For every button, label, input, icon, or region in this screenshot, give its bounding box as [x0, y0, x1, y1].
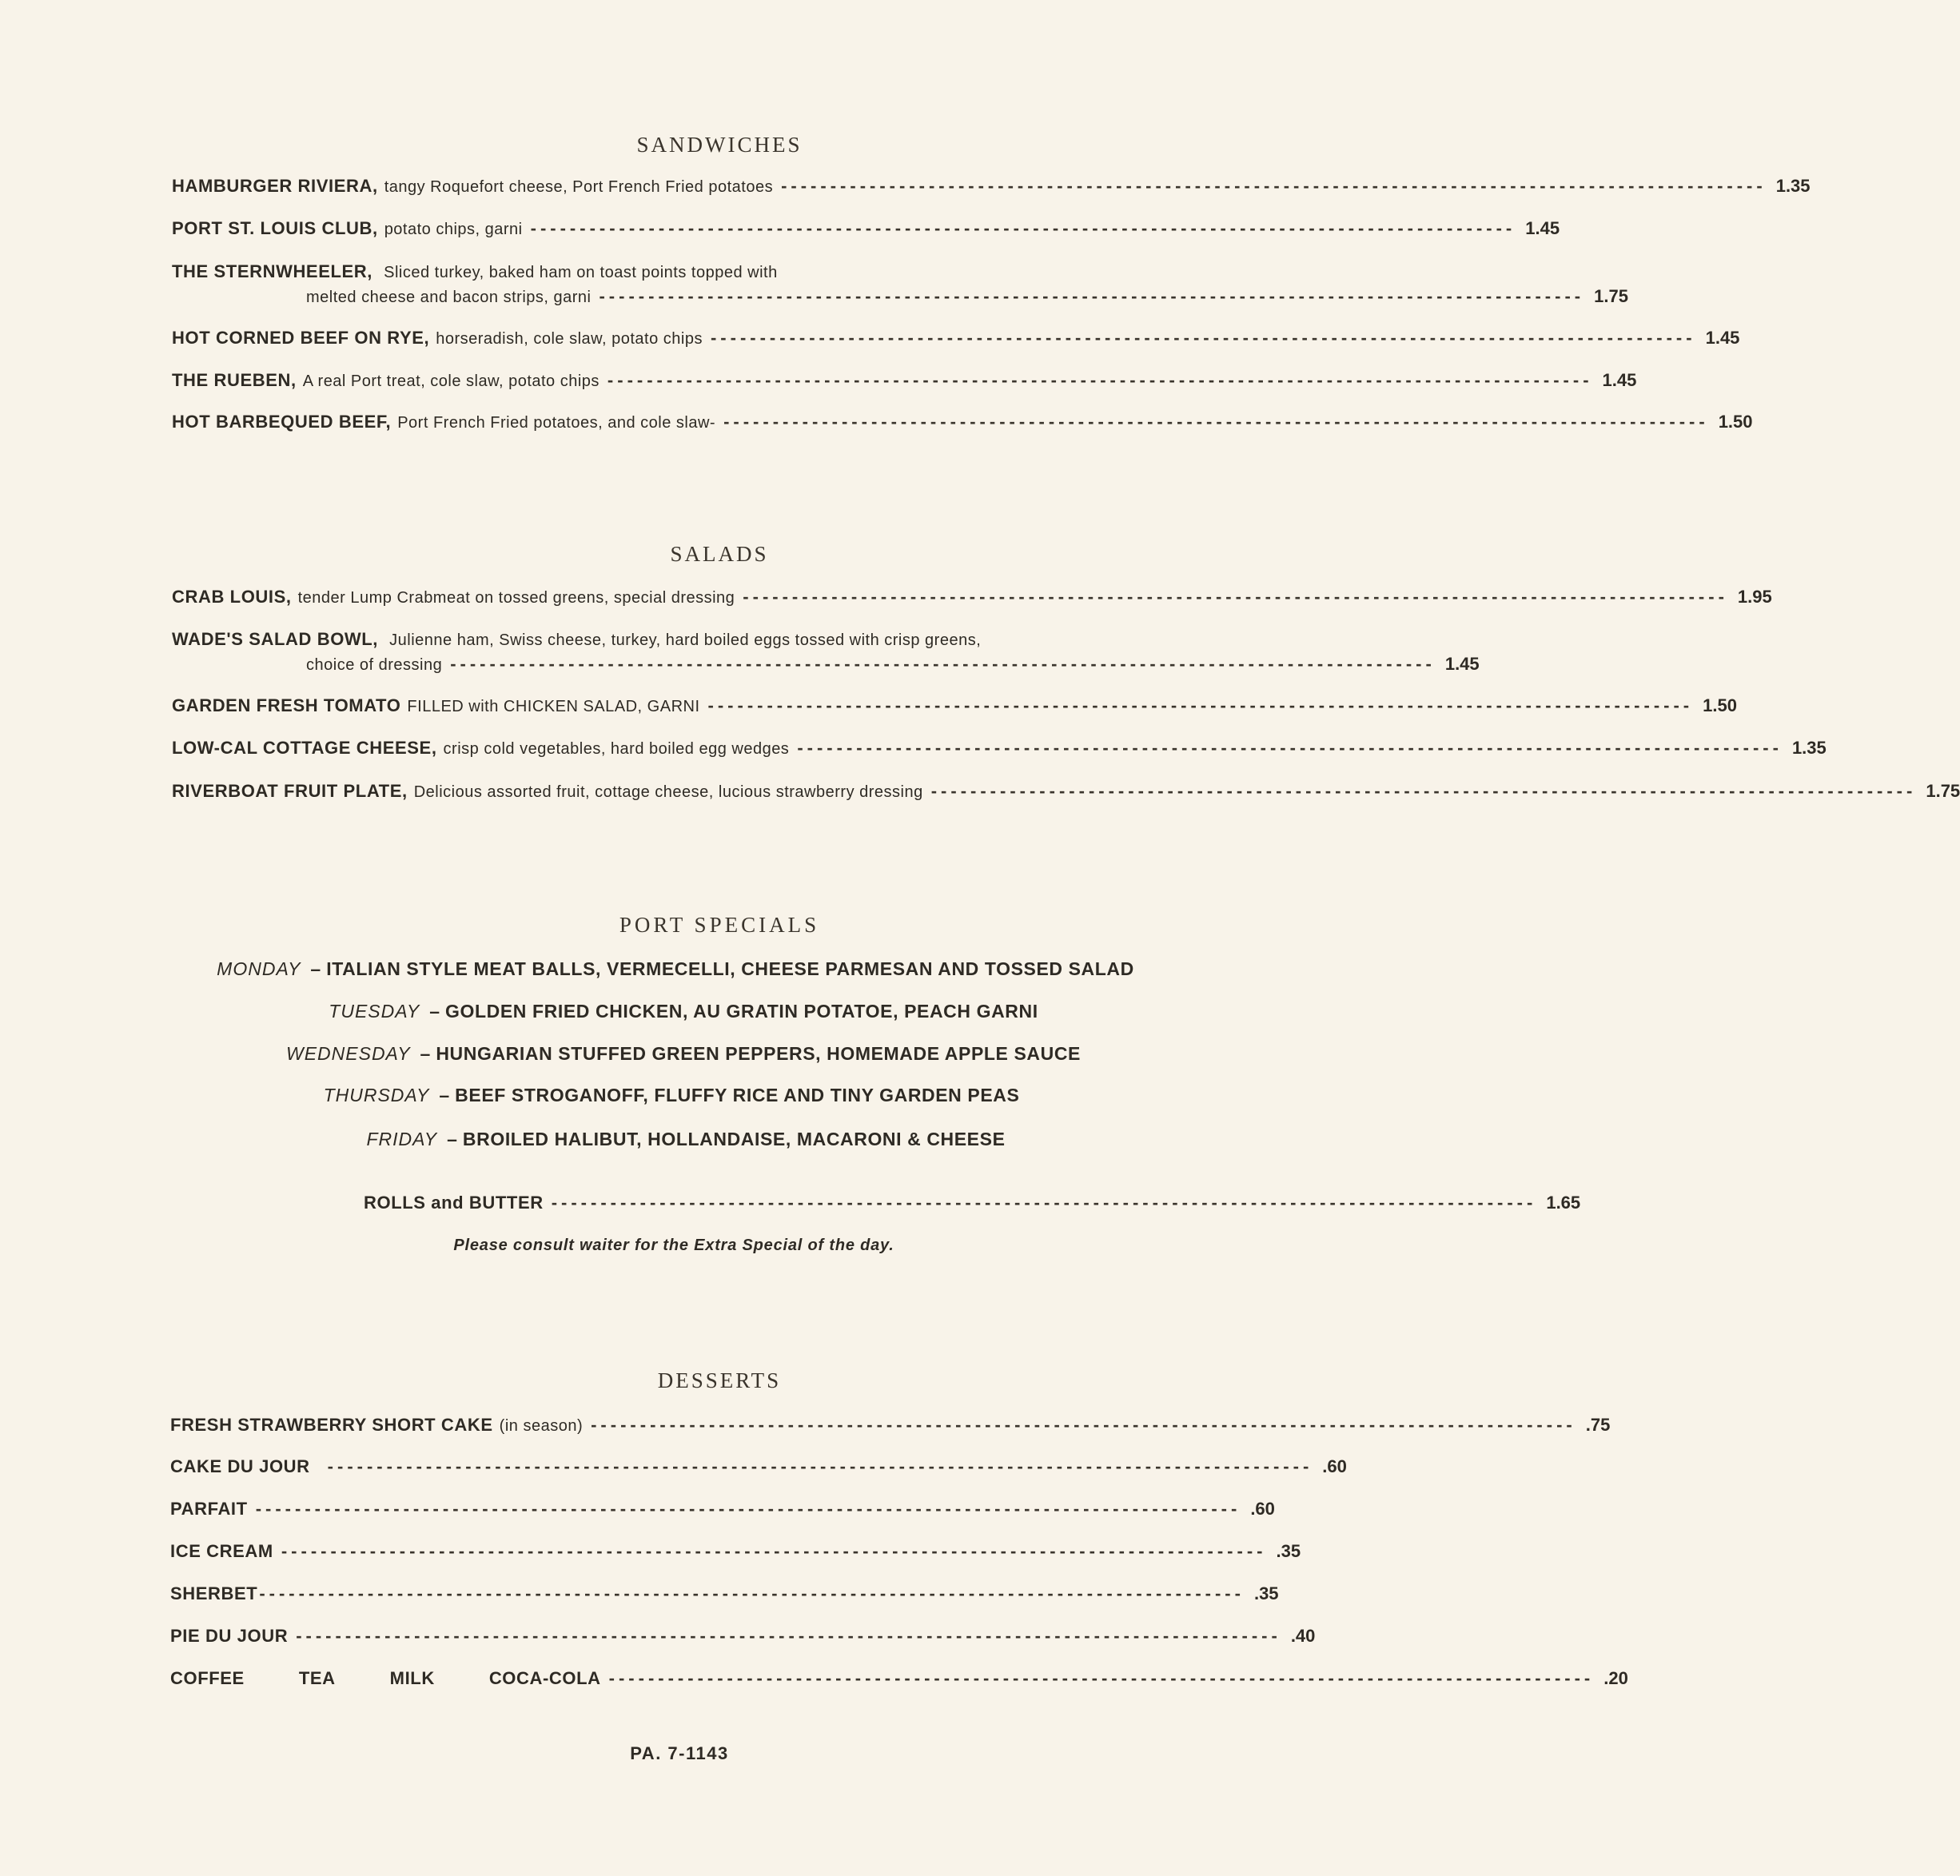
- menu-item: [172, 370, 1637, 391]
- menu-item-continuation: [306, 654, 1480, 675]
- item-description: Delicious assorted fruit, cottage cheese, lucious strawberry dressing: [413, 783, 923, 801]
- item-description: Port French Fried potatoes, and cole slaw-: [397, 414, 716, 432]
- item-price: 1.75: [1594, 286, 1628, 306]
- item-price: 1.45: [1602, 370, 1637, 390]
- menu-item: [172, 738, 1827, 759]
- beverage-milk: MILK: [389, 1668, 435, 1688]
- item-price: 1.35: [1775, 176, 1811, 196]
- special-dish: HUNGARIAN STUFFED GREEN PEPPERS, HOMEMADE APPLE SAUCE: [436, 1043, 1081, 1064]
- item-description: tangy Roquefort cheese, Port French Fried potatoes: [384, 178, 774, 196]
- dot-leader: ----------------------------------------------------------------------------------------------------: [707, 695, 1694, 715]
- rolls-and-butter: [364, 1193, 1581, 1213]
- item-price: 1.95: [1737, 587, 1772, 607]
- item-description: FILLED with CHICKEN SALAD, GARNI: [407, 698, 700, 715]
- special-wednesday: [0, 1043, 1403, 1065]
- dot-leader: ----------------------------------------------------------------------------------------------------: [255, 1499, 1241, 1519]
- item-price: .75: [1585, 1415, 1611, 1435]
- item-name: HOT BARBEQUED BEEF,: [172, 412, 392, 432]
- dot-leader: ----------------------------------------------------------------------------------------------------: [607, 370, 1593, 390]
- special-dish: GOLDEN FRIED CHICKEN, AU GRATIN POTATOE, PEACH GARNI: [445, 1001, 1038, 1022]
- item-name: HAMBURGER RIVIERA,: [172, 176, 378, 196]
- dot-leader: ----------------------------------------------------------------------------------------------------: [599, 286, 1585, 306]
- dot-leader: ----------------------------------------------------------------------------------------------------: [327, 1456, 1313, 1476]
- menu-item: [172, 587, 1772, 607]
- item-price: 1.75: [1926, 781, 1960, 801]
- special-separator: –: [447, 1129, 458, 1149]
- item-price: .60: [1250, 1499, 1275, 1519]
- item-price: 1.45: [1525, 218, 1560, 238]
- item-price: 1.45: [1444, 654, 1480, 674]
- item-description-cont: choice of dressing: [306, 656, 443, 674]
- item-price: .20: [1603, 1668, 1628, 1688]
- item-name: HOT CORNED BEEF ON RYE,: [172, 328, 430, 348]
- item-description-cont: melted cheese and bacon strips, garni: [306, 289, 592, 306]
- salads-heading: SALADS: [670, 542, 769, 566]
- item-description: tender Lump Crabmeat on tossed greens, special dressing: [297, 589, 735, 607]
- item-price: 1.50: [1703, 695, 1737, 715]
- menu-item: [172, 695, 1737, 716]
- special-separator: –: [420, 1043, 431, 1064]
- special-day: FRIDAY: [366, 1129, 438, 1149]
- item-price: 1.35: [1791, 738, 1827, 758]
- item-name: CAKE DU JOUR: [170, 1456, 310, 1476]
- item-description: crisp cold vegetables, hard boiled egg wedges: [443, 740, 790, 758]
- menu-item: [170, 1541, 1301, 1562]
- menu-item: [172, 328, 1740, 349]
- item-name: GARDEN FRESH TOMATO: [172, 695, 401, 715]
- menu-item: [172, 629, 981, 650]
- phone-number: PA. 7-1143: [630, 1743, 729, 1763]
- special-day: MONDAY: [217, 958, 301, 979]
- item-name: THE STERNWHEELER,: [172, 261, 372, 281]
- special-separator: –: [429, 1001, 440, 1022]
- dot-leader: ----------------------------------------------------------------------------------------------------: [710, 328, 1696, 348]
- menu-item: [170, 1456, 1347, 1477]
- port-specials-heading: PORT SPECIALS: [619, 913, 820, 937]
- item-price: 1.50: [1718, 412, 1753, 432]
- special-day: THURSDAY: [323, 1085, 430, 1105]
- beverage-coca-cola: COCA-COLA: [488, 1668, 601, 1688]
- item-price: .60: [1322, 1456, 1347, 1476]
- dot-leader: ----------------------------------------------------------------------------------------------------: [296, 1626, 1281, 1646]
- special-thursday: [0, 1085, 1391, 1106]
- dot-leader: ----------------------------------------------------------------------------------------------------: [551, 1193, 1537, 1213]
- special-day: WEDNESDAY: [286, 1043, 411, 1064]
- item-description: (in season): [499, 1417, 584, 1435]
- special-monday: [0, 958, 1395, 980]
- menu-item: [172, 412, 1753, 432]
- menu-item: [170, 1583, 1279, 1604]
- item-price: .35: [1253, 1583, 1279, 1603]
- item-name: WADE'S SALAD BOWL,: [172, 629, 379, 649]
- special-dish: ITALIAN STYLE MEAT BALLS, VERMECELLI, CHEESE PARMESAN AND TOSSED SALAD: [326, 958, 1134, 979]
- dot-leader: ----------------------------------------------------------------------------------------------------: [591, 1415, 1576, 1435]
- item-name: PARFAIT: [170, 1499, 248, 1519]
- menu-item: [170, 1499, 1275, 1520]
- special-dish: BEEF STROGANOFF, FLUFFY RICE AND TINY GARDEN PEAS: [455, 1085, 1020, 1105]
- menu-item: [172, 176, 1811, 197]
- beverage-coffee: COFFEE: [170, 1668, 245, 1688]
- item-name: THE RUEBEN,: [172, 370, 297, 390]
- menu-item: [172, 261, 778, 282]
- item-price: 1.45: [1705, 328, 1740, 348]
- item-name: SHERBET: [170, 1583, 258, 1603]
- item-price: .40: [1290, 1626, 1316, 1646]
- extra-special-note: Please consult waiter for the Extra Special of the day.: [453, 1237, 894, 1254]
- dot-leader: ----------------------------------------------------------------------------------------------------: [259, 1583, 1245, 1603]
- beverages-row: [170, 1668, 1628, 1689]
- item-description: potato chips, garni: [384, 221, 523, 238]
- item-name: ROLLS and BUTTER: [364, 1193, 544, 1213]
- dot-leader: ----------------------------------------------------------------------------------------------------: [530, 218, 1516, 238]
- item-description: Julienne ham, Swiss cheese, turkey, hard boiled eggs tossed with crisp greens,: [389, 631, 982, 649]
- item-price: .35: [1276, 1541, 1301, 1561]
- dot-leader: ----------------------------------------------------------------------------------------------------: [930, 781, 1917, 801]
- dot-leader: ----------------------------------------------------------------------------------------------------: [608, 1668, 1595, 1688]
- special-dish: BROILED HALIBUT, HOLLANDAISE, MACARONI & CHEESE: [462, 1129, 1006, 1149]
- menu-item: [172, 781, 1960, 802]
- dot-leader: ----------------------------------------------------------------------------------------------------: [723, 412, 1709, 432]
- item-name: ICE CREAM: [170, 1541, 273, 1561]
- item-description: Sliced turkey, baked ham on toast points topped with: [384, 264, 778, 281]
- item-name: LOW-CAL COTTAGE CHEESE,: [172, 738, 437, 758]
- item-price: 1.65: [1546, 1193, 1581, 1213]
- item-description: horseradish, cole slaw, potato chips: [436, 330, 703, 348]
- dot-leader: ----------------------------------------------------------------------------------------------------: [781, 176, 1767, 196]
- special-tuesday: [0, 1001, 1403, 1022]
- item-name: PIE DU JOUR: [170, 1626, 289, 1646]
- sandwiches-heading: SANDWICHES: [636, 133, 803, 157]
- dot-leader: ----------------------------------------------------------------------------------------------------: [743, 587, 1728, 607]
- menu-item: [170, 1415, 1611, 1436]
- item-name: RIVERBOAT FRUIT PLATE,: [172, 781, 408, 801]
- beverage-tea: TEA: [298, 1668, 336, 1688]
- desserts-heading: DESSERTS: [657, 1368, 782, 1392]
- item-description: A real Port treat, cole slaw, potato chips: [302, 372, 600, 390]
- beverage-list: [170, 1668, 601, 1689]
- menu-item: [172, 218, 1560, 239]
- item-name: CRAB LOUIS,: [172, 587, 292, 607]
- menu-item-continuation: [306, 286, 1628, 307]
- special-friday: [0, 1129, 1405, 1150]
- item-name: PORT ST. LOUIS CLUB,: [172, 218, 378, 238]
- special-day: TUESDAY: [329, 1001, 420, 1022]
- dot-leader: ----------------------------------------------------------------------------------------------------: [450, 654, 1436, 674]
- menu-item: [170, 1626, 1316, 1647]
- special-separator: –: [310, 958, 321, 979]
- item-name: FRESH STRAWBERRY SHORT CAKE: [170, 1415, 493, 1435]
- dot-leader: ----------------------------------------------------------------------------------------------------: [797, 738, 1783, 758]
- special-separator: –: [439, 1085, 450, 1105]
- dot-leader: ----------------------------------------------------------------------------------------------------: [281, 1541, 1267, 1561]
